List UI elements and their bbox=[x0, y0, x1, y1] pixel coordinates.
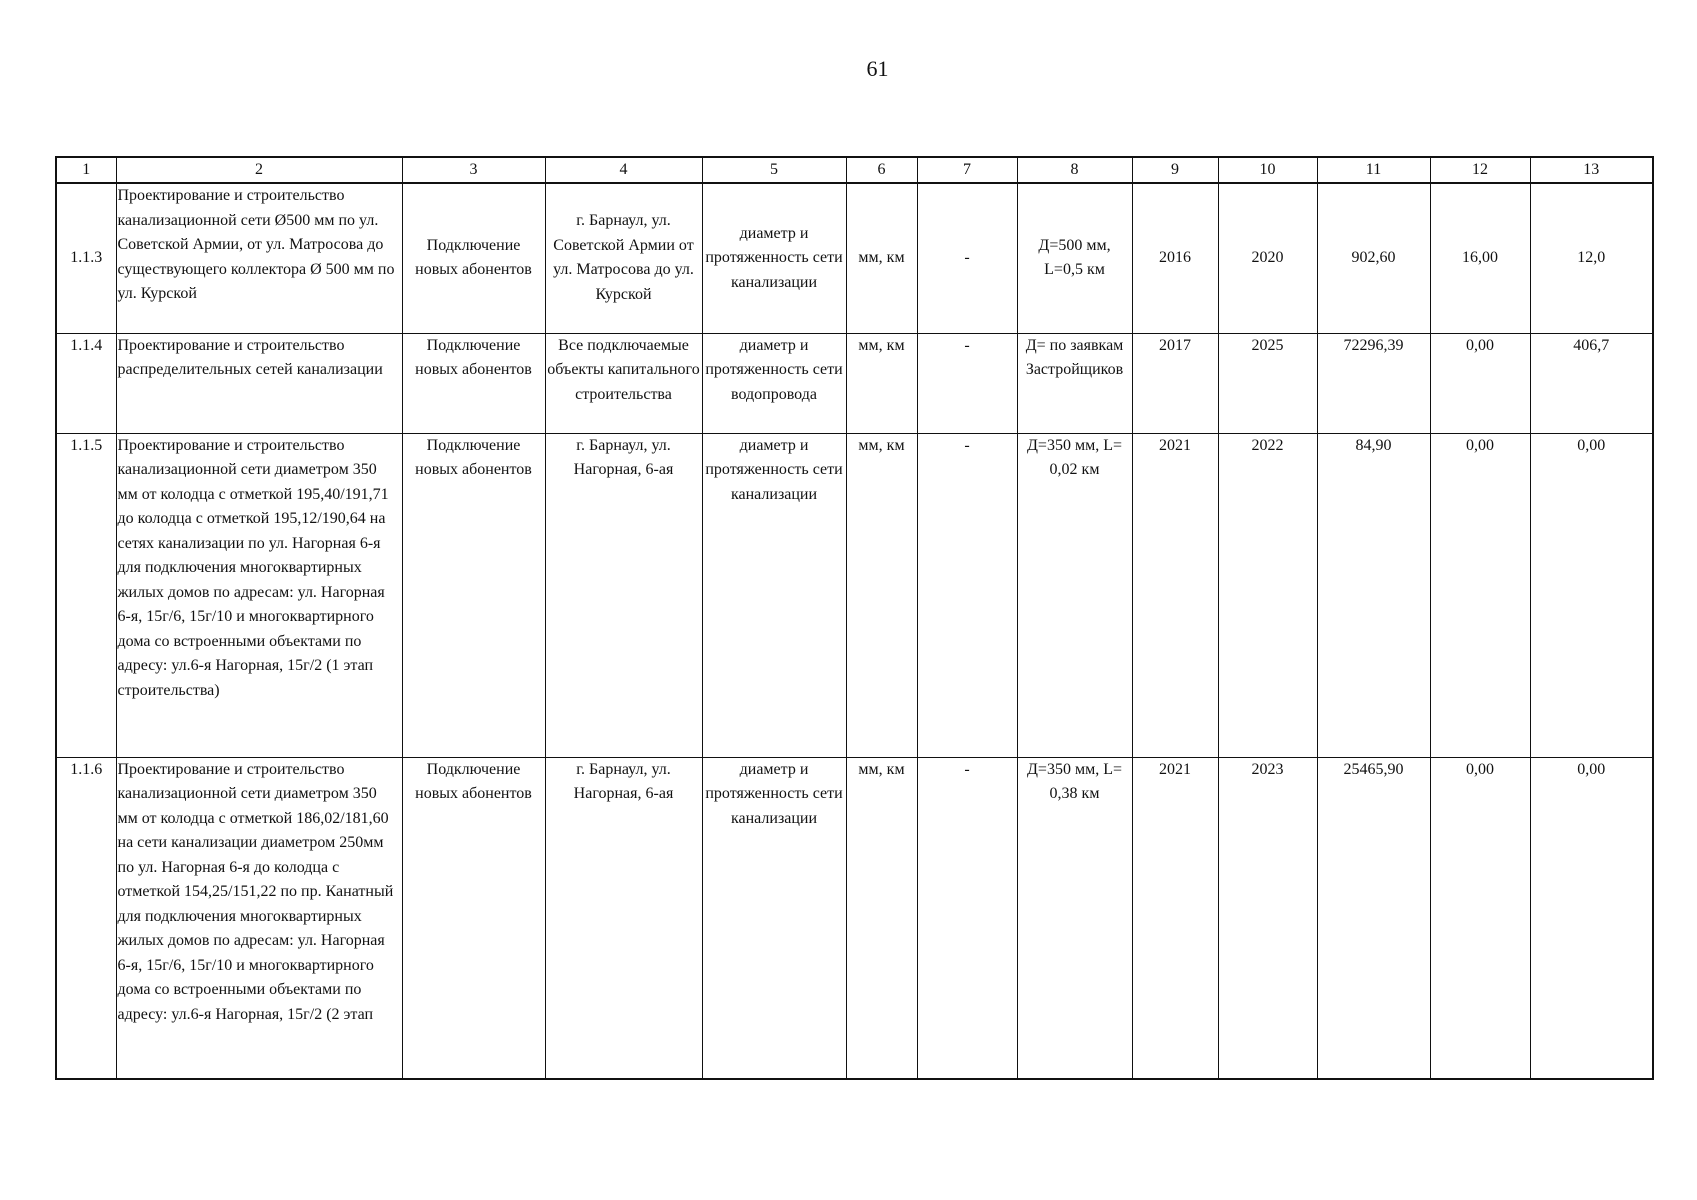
header-cell: 10 bbox=[1218, 157, 1317, 183]
project-col13: 406,7 bbox=[1530, 333, 1653, 433]
project-purpose: Подключение новых абонентов bbox=[402, 333, 545, 433]
header-cell: 11 bbox=[1317, 157, 1430, 183]
table-row bbox=[56, 333, 1653, 433]
project-indicator: диаметр и протяженность сети водопровода bbox=[702, 333, 846, 433]
table-row bbox=[56, 183, 1653, 333]
project-location: г. Барнаул, ул. Нагорная, 6-ая bbox=[545, 757, 702, 1079]
project-col13: 12,0 bbox=[1530, 183, 1653, 333]
project-col13: 0,00 bbox=[1530, 433, 1653, 757]
project-col7: - bbox=[917, 183, 1017, 333]
page-number: 61 bbox=[866, 56, 889, 81]
header-cell: 9 bbox=[1132, 157, 1218, 183]
project-indicator: диаметр и протяженность сети канализации bbox=[702, 433, 846, 757]
project-name: Проектирование и строительство канализационной сети диаметром 350 мм от колодца с отметкой 195,40/191,71 до колодца с отметкой 195,12/190,64 на сетях канализации по ул. Нагорная 6-я для подключения многоквартирных жилых домов по адресам: ул. Нагорная 6-я, 15г/6, 15г/10 и многоквартирного дома со встроенными объектами по адресу: ул.6-я Нагорная, 15г/2 (1 этап строительства) bbox=[116, 433, 402, 757]
project-col12: 0,00 bbox=[1430, 757, 1530, 1079]
project-name: Проектирование и строительство канализационной сети Ø500 мм по ул. Советской Армии, от ул. Матросова до существующего коллектора Ø 500 мм по ул. Курской bbox=[116, 183, 402, 333]
row-number: 1.1.4 bbox=[56, 333, 116, 433]
table-header-row bbox=[56, 157, 1653, 183]
project-cost: 84,90 bbox=[1317, 433, 1430, 757]
project-name: Проектирование и строительство канализационной сети диаметром 350 мм от колодца с отметкой 186,02/181,60 на сети канализации диаметром 250мм по ул. Нагорная 6-я до колодца с отметкой 154,25/151,22 по пр. Канатный для подключения многоквартирных жилых домов по адресам: ул. Нагорная 6-я, 15г/6, 15г/10 и многоквартирного дома со встроенными объектами по адресу: ул.6-я Нагорная, 15г/2 (2 этап bbox=[116, 757, 402, 1079]
header-cell: 7 bbox=[917, 157, 1017, 183]
project-end-year: 2023 bbox=[1218, 757, 1317, 1079]
project-start-year: 2021 bbox=[1132, 433, 1218, 757]
header-cell: 8 bbox=[1017, 157, 1132, 183]
project-purpose: Подключение новых абонентов bbox=[402, 433, 545, 757]
header-cell: 5 bbox=[702, 157, 846, 183]
project-value: Д=350 мм, L= 0,02 км bbox=[1017, 433, 1132, 757]
project-unit: мм, км bbox=[846, 333, 917, 433]
row-number: 1.1.3 bbox=[56, 183, 116, 333]
header-cell: 2 bbox=[116, 157, 402, 183]
project-purpose: Подключение новых абонентов bbox=[402, 757, 545, 1079]
project-indicator: диаметр и протяженность сети канализации bbox=[702, 183, 846, 333]
project-value: Д= по заявкам Застройщиков bbox=[1017, 333, 1132, 433]
project-unit: мм, км bbox=[846, 757, 917, 1079]
project-value: Д=500 мм, L=0,5 км bbox=[1017, 183, 1132, 333]
project-col7: - bbox=[917, 333, 1017, 433]
project-cost: 72296,39 bbox=[1317, 333, 1430, 433]
project-location: г. Барнаул, ул. Советской Армии от ул. Матросова до ул. Курской bbox=[545, 183, 702, 333]
project-cost: 902,60 bbox=[1317, 183, 1430, 333]
header-cell: 6 bbox=[846, 157, 917, 183]
header-cell: 12 bbox=[1430, 157, 1530, 183]
project-indicator: диаметр и протяженность сети канализации bbox=[702, 757, 846, 1079]
project-start-year: 2021 bbox=[1132, 757, 1218, 1079]
header-cell: 13 bbox=[1530, 157, 1653, 183]
row-number: 1.1.6 bbox=[56, 757, 116, 1079]
project-purpose: Подключение новых абонентов bbox=[402, 183, 545, 333]
header-cell: 3 bbox=[402, 157, 545, 183]
project-start-year: 2017 bbox=[1132, 333, 1218, 433]
project-name: Проектирование и строительство распределительных сетей канализации bbox=[116, 333, 402, 433]
project-col7: - bbox=[917, 433, 1017, 757]
project-end-year: 2022 bbox=[1218, 433, 1317, 757]
project-location: Все подключаемые объекты капитального строительства bbox=[545, 333, 702, 433]
project-col12: 0,00 bbox=[1430, 433, 1530, 757]
project-end-year: 2020 bbox=[1218, 183, 1317, 333]
project-start-year: 2016 bbox=[1132, 183, 1218, 333]
project-col12: 16,00 bbox=[1430, 183, 1530, 333]
project-col12: 0,00 bbox=[1430, 333, 1530, 433]
header-cell: 1 bbox=[56, 157, 116, 183]
project-unit: мм, км bbox=[846, 183, 917, 333]
project-location: г. Барнаул, ул. Нагорная, 6-ая bbox=[545, 433, 702, 757]
table-row bbox=[56, 757, 1653, 1079]
project-col7: - bbox=[917, 757, 1017, 1079]
project-end-year: 2025 bbox=[1218, 333, 1317, 433]
project-value: Д=350 мм, L= 0,38 км bbox=[1017, 757, 1132, 1079]
project-col13: 0,00 bbox=[1530, 757, 1653, 1079]
project-cost: 25465,90 bbox=[1317, 757, 1430, 1079]
project-unit: мм, км bbox=[846, 433, 917, 757]
table-row bbox=[56, 433, 1653, 757]
header-cell: 4 bbox=[545, 157, 702, 183]
row-number: 1.1.5 bbox=[56, 433, 116, 757]
investment-table bbox=[55, 156, 1654, 1080]
